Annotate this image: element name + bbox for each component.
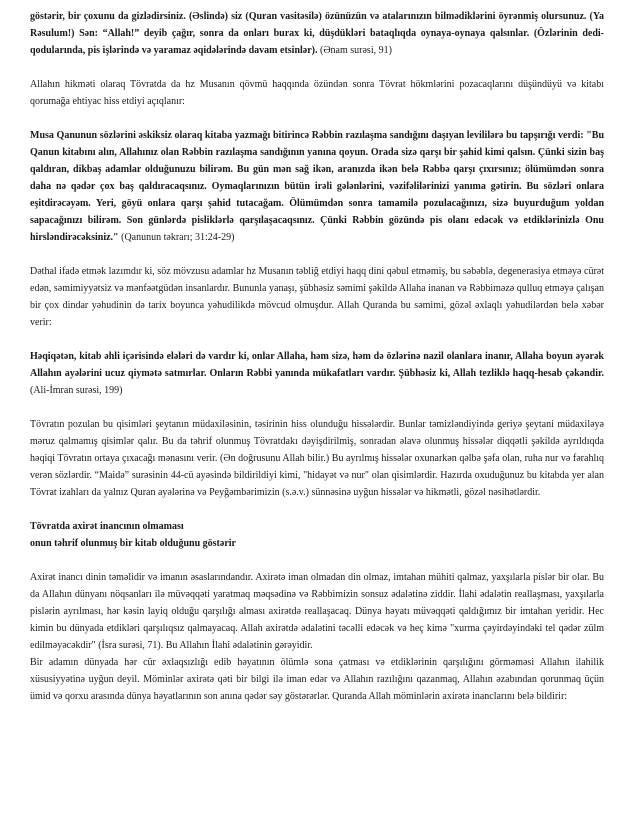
ref-qanun: (Qanunun təkrarı; 31:24-29) [118,232,235,243]
quote-ali-imran: Həqiqətən, kitab əhli içərisində elələri də vardır ki, onlar Allaha, həm sizə, həm də özlərinə nazil olanlara inanır, Allaha boyun əyərək Allahın ayələrini ucuz qiymətə satmırlar. Onların Rəbbi yanında mükafatları vardır. Şübhəsiz ki, Allah tezliklə haqq-hesab çəkəndir. [30,351,604,379]
paragraph-afterlife-belief: Axirət inancı dinin təməlidir və imanın əsaslarındandır. Axirətə iman olmadan din olmaz, imtahan mühiti qalmaz, yaxşılarla pislər bir olar. Bu da Allahın dünyanı nöqsanları ilə müvəqqəti yaratmaq məqsədinə və Rəbbimizin sonsuz ədalətinə ziddir. İlahi ədalətin reallaşması, yaxşılarla pislərin ayrılması, hər kəsin layiq olduğu qarşılığı alması axirətdə reallaşacaq. Dünya həyatı müvəqqəti qaldığımız bir imtahan yeridir. Hec kimin bu dünyada etdikləri qarşılıqsız qalmayacaq. Allah axirətdə ədalətini təcəlli edəcək və heç kimə "xurma çəyirdəyindəki tel qədər zülm edilməyəcəkdir" (İsra surəsi, 71). Bu Allahın İlahi ədalətinin gərəyidir. [30,572,604,651]
paragraph-musa-qanun [30,127,604,246]
ref-anam: (Ənam surəsi, 91) [317,45,392,56]
section-heading [30,518,604,552]
paragraph-sincere-jews: Dəthal ifadə etmək lazımdır ki, söz mövzusu adamlar hz Musanın təbliğ etdiyi haqq dini qəbul etməmiş, bu səbəblə, degenerasiya etməyə cürət edən, səmimiyyətsiz və mənfəətgüdən insanlardır. Bununla yanaşı, şübhəsiz səmimi şəkildə Allaha inanan və Rəbbiməzə qulluq etməyə çalışan bir çox dindar yəhudinin də tarix boyunca yəhudilikdə mövcud olmuşdur. Allah Quranda bu səmimi, gözəl əxlaqlı yəhudilərdən belə xəbər verir: [30,266,604,328]
quote-qanun: Musa Qanunun sözlərini əskiksiz olaraq kitaba yazmağı bitirincə Rəbbin razılaşma sandığını daşıyan levililərə bu tapşırığı verdi: "Bu Qanun kitabını alın, Allahınız olan Rəbbin razılaşma sandığının yanına qoyun. Orada sizə qarşı bir şahid kimi qalsın. Çünki sizin baş qaldıran, dikbaş adamlar olduğunuzu bilirəm. Bu gün mən sağ ikən, aranızda ikən belə Rəbbə qarşı çıxırsınız; ölümümdən sonra daha nə qədər çox baş qaldıracaqsınız. Oymaqlarınızın bütün irəli gələnlərini, vəzifəlilərinizi yanıma gətirin. Bu sözləri onlara eşitdirəcəyəm. Yeri, göyü onlara qarşı şahid tutacağam. Ölümümdən sonra tamamilə pozulacağınızı, sizə buyurduğum yoldan sapacağınızı bilirəm. Son günlərdə pisliklərlə qarşılaşacaqsınız. Çünki Rəbbin gözündə pis olanı edəcək və etdiklərinizlə Onu hirsləndirəcəksiniz." [30,130,604,243]
paragraph-altered-parts: Tövratın pozulan bu qisimləri şeytanın müdaxiləsinin, təsirinin hiss olunduğu hissələrdir. Bunlar təmizləndiyində geriyə şeytani müdaxiləyə məruz qalmamış qisimlər qalır. Bu da təhrif olunmuş Tövratdakı dəyişdirilmiş, sonradan əlavə olunmuş hissələr diqqətli şəkildə ayrıldıqda həqiqi Tövratın ortaya çıxacağı mənasını verir. (Ən doğrusunu Allah bilir.) Bu ayrılmış hissələr oxunarkən qəlbə şəfa olan, ruha nur və fərahlıq verən sözlərdir. “Maidə” surəsinin 44-cü ayəsində bildirildiyi kimi, "hidayət və nur" olan qisimlərdir. Hazırda oxuduğunuz bu kitabda yer alan Tövrat izahları da yalnız Quran ayələrinə və Peyğəmbərimizin (s.ə.v.) sünnəsinə uyğun hissələr və hikmətli, gözəl nəsihətlərdir. [30,419,604,498]
paragraph-believers-afterlife: Bir adamın dünyada hər cür əxlaqsızlığı edib həyatının ölümlə sona çatması və etdiklərinin qarşılığını görməməsi Allahın ilahilik xüsusiyyətinə uyğun deyil. Möminlər axirətə qəti bir bilgi ilə iman edər və Allahın razılığını qazanmaq, Allahın əzabından qorunmaq üçün ümid və qorxu arasında dünya həyatlarının son anına qədər səy göstərərlər. Quranda Allah möminlərin axirətə inanclarını belə bildirir: [30,657,604,702]
quote-anam: göstərir, bir çoxunu da gizlədirsiniz. (Əslində) siz (Quran vasitəsilə) özünüzün və atalarınızın bilmədiklərini öyrənmiş olursunuz. (Ya Rəsulum!) Sən: “Allah!” deyib çağır, sonra da onları burax ki, düşdükləri bataqlıqda oynaya-oynaya qalsınlar. (Özlərinin dedi-qodularında, pis işlərində və yaramaz əqidələrində davam etsinlər). [30,11,604,56]
section-heading-line1: Tövratda axirət inancının olmaması [30,521,184,532]
paragraph-tovrat-intro: Allahın hikməti olaraq Tövratda da hz Musanın qövmü haqqında özündən sonra Tövrat hökmlərini pozacaqlarını düşündüyü və kitabı qorumağa ehtiyac hiss etdiyi açıqlanır: [30,79,604,107]
ref-ali-imran: (Ali-İmran surəsi, 199) [30,385,123,396]
paragraph-quran-anam [30,8,604,59]
paragraph-quran-ali-imran [30,348,604,399]
section-heading-line2: onun təhrif olunmuş bir kitab olduğunu göstərir [30,538,236,549]
